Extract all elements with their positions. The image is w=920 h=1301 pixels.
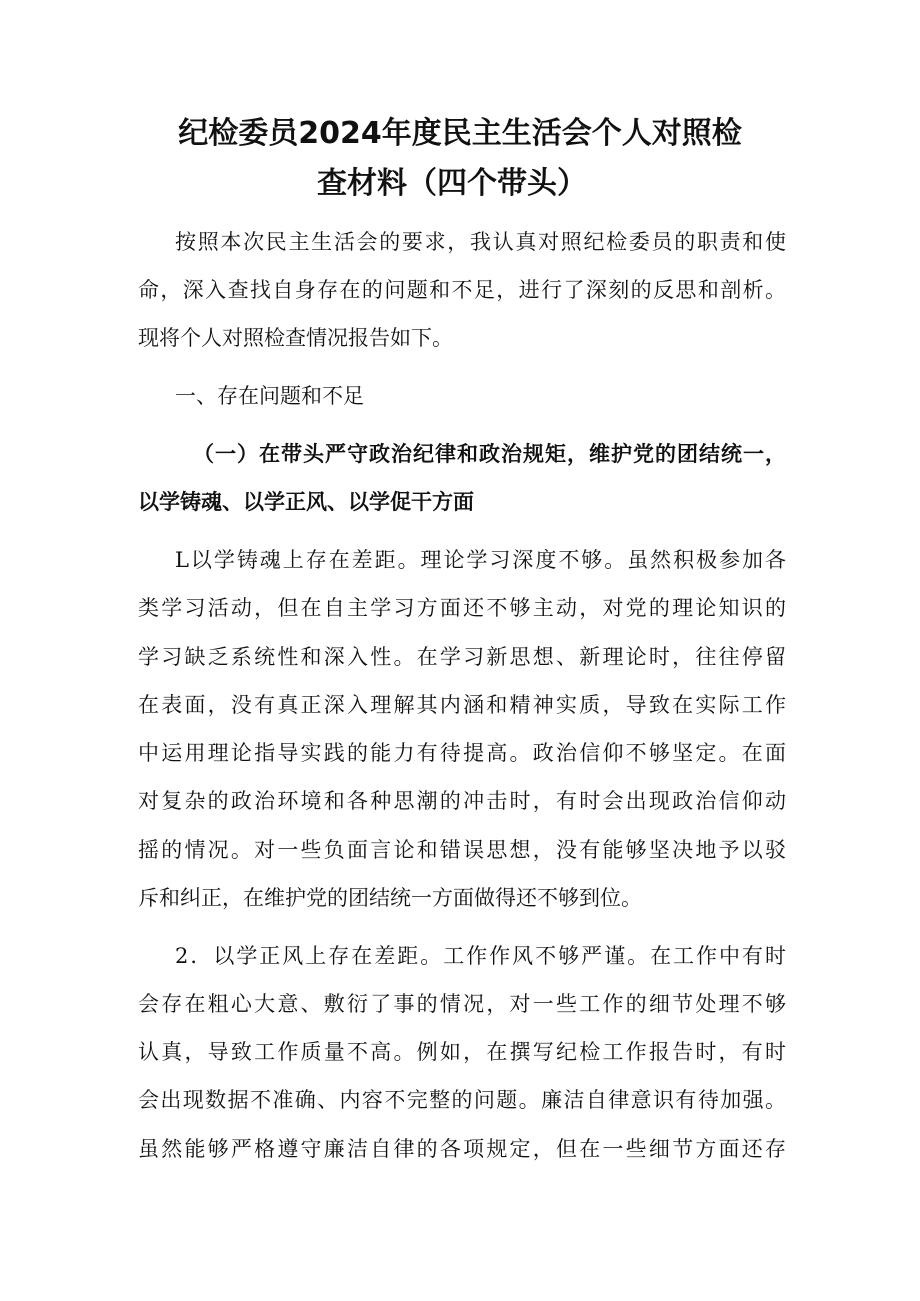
para-1-line-7: 摇的情况。对一些负面言论和错误思想，没有能够坚决地予以驳 xyxy=(138,838,786,862)
document-title-line-1: 纪检委员2024年度民主生活会个人对照检 xyxy=(178,116,742,151)
para-1-line-6: 对复杂的政治环境和各种思潮的冲击时，有时会出现政治信仰动 xyxy=(138,789,786,813)
para-1-line-4: 在表面，没有真正深入理解其内涵和精神实质，导致在实际工作 xyxy=(138,693,786,717)
para-2-line-2: 会存在粗心大意、敷衍了事的情况，对一些工作的细节处理不够 xyxy=(138,992,786,1016)
subsection-1-heading-line-1: （一）在带头严守政治纪律和政治规矩，维护党的团结统一， xyxy=(193,441,786,466)
subsection-1-heading-line-2: 以学铸魂、以学正风、以学促干方面 xyxy=(138,489,474,514)
para-2-line-5: 虽然能够严格遵守廉洁自律的各项规定，但在一些细节方面还存 xyxy=(138,1137,786,1161)
section-1-heading: 一、存在问题和不足 xyxy=(175,384,364,408)
intro-line-3: 现将个人对照检查情况报告如下。 xyxy=(138,326,453,350)
para-1-line-8: 斥和纠正，在维护党的团结统一方面做得还不够到位。 xyxy=(138,886,642,910)
para-1-line-3: 学习缺乏系统性和深入性。在学习新思想、新理论时，往往停留 xyxy=(138,645,786,669)
intro-line-2: 命，深入查找自身存在的问题和不足，进行了深刻的反思和剖析。 xyxy=(138,278,786,302)
para-2-line-1: 2．以学正风上存在差距。工作作风不够严谨。在工作中有时 xyxy=(175,944,786,968)
intro-line-1: 按照本次民主生活会的要求，我认真对照纪检委员的职责和使 xyxy=(175,230,786,254)
para-1-line-5: 中运用理论指导实践的能力有待提高。政治信仰不够坚定。在面 xyxy=(138,741,786,765)
para-1-line-1: L以学铸魂上存在差距。理论学习深度不够。虽然积极参加各 xyxy=(175,548,786,572)
document-title-line-2: 查材料（四个带头） xyxy=(317,166,587,201)
para-1-line-2: 类学习活动，但在自主学习方面还不够主动，对党的理论知识的 xyxy=(138,596,786,620)
para-2-line-4: 会出现数据不准确、内容不完整的问题。廉洁自律意识有待加强。 xyxy=(138,1088,786,1112)
para-2-line-3: 认真，导致工作质量不高。例如，在撰写纪检工作报告时，有时 xyxy=(138,1040,786,1064)
